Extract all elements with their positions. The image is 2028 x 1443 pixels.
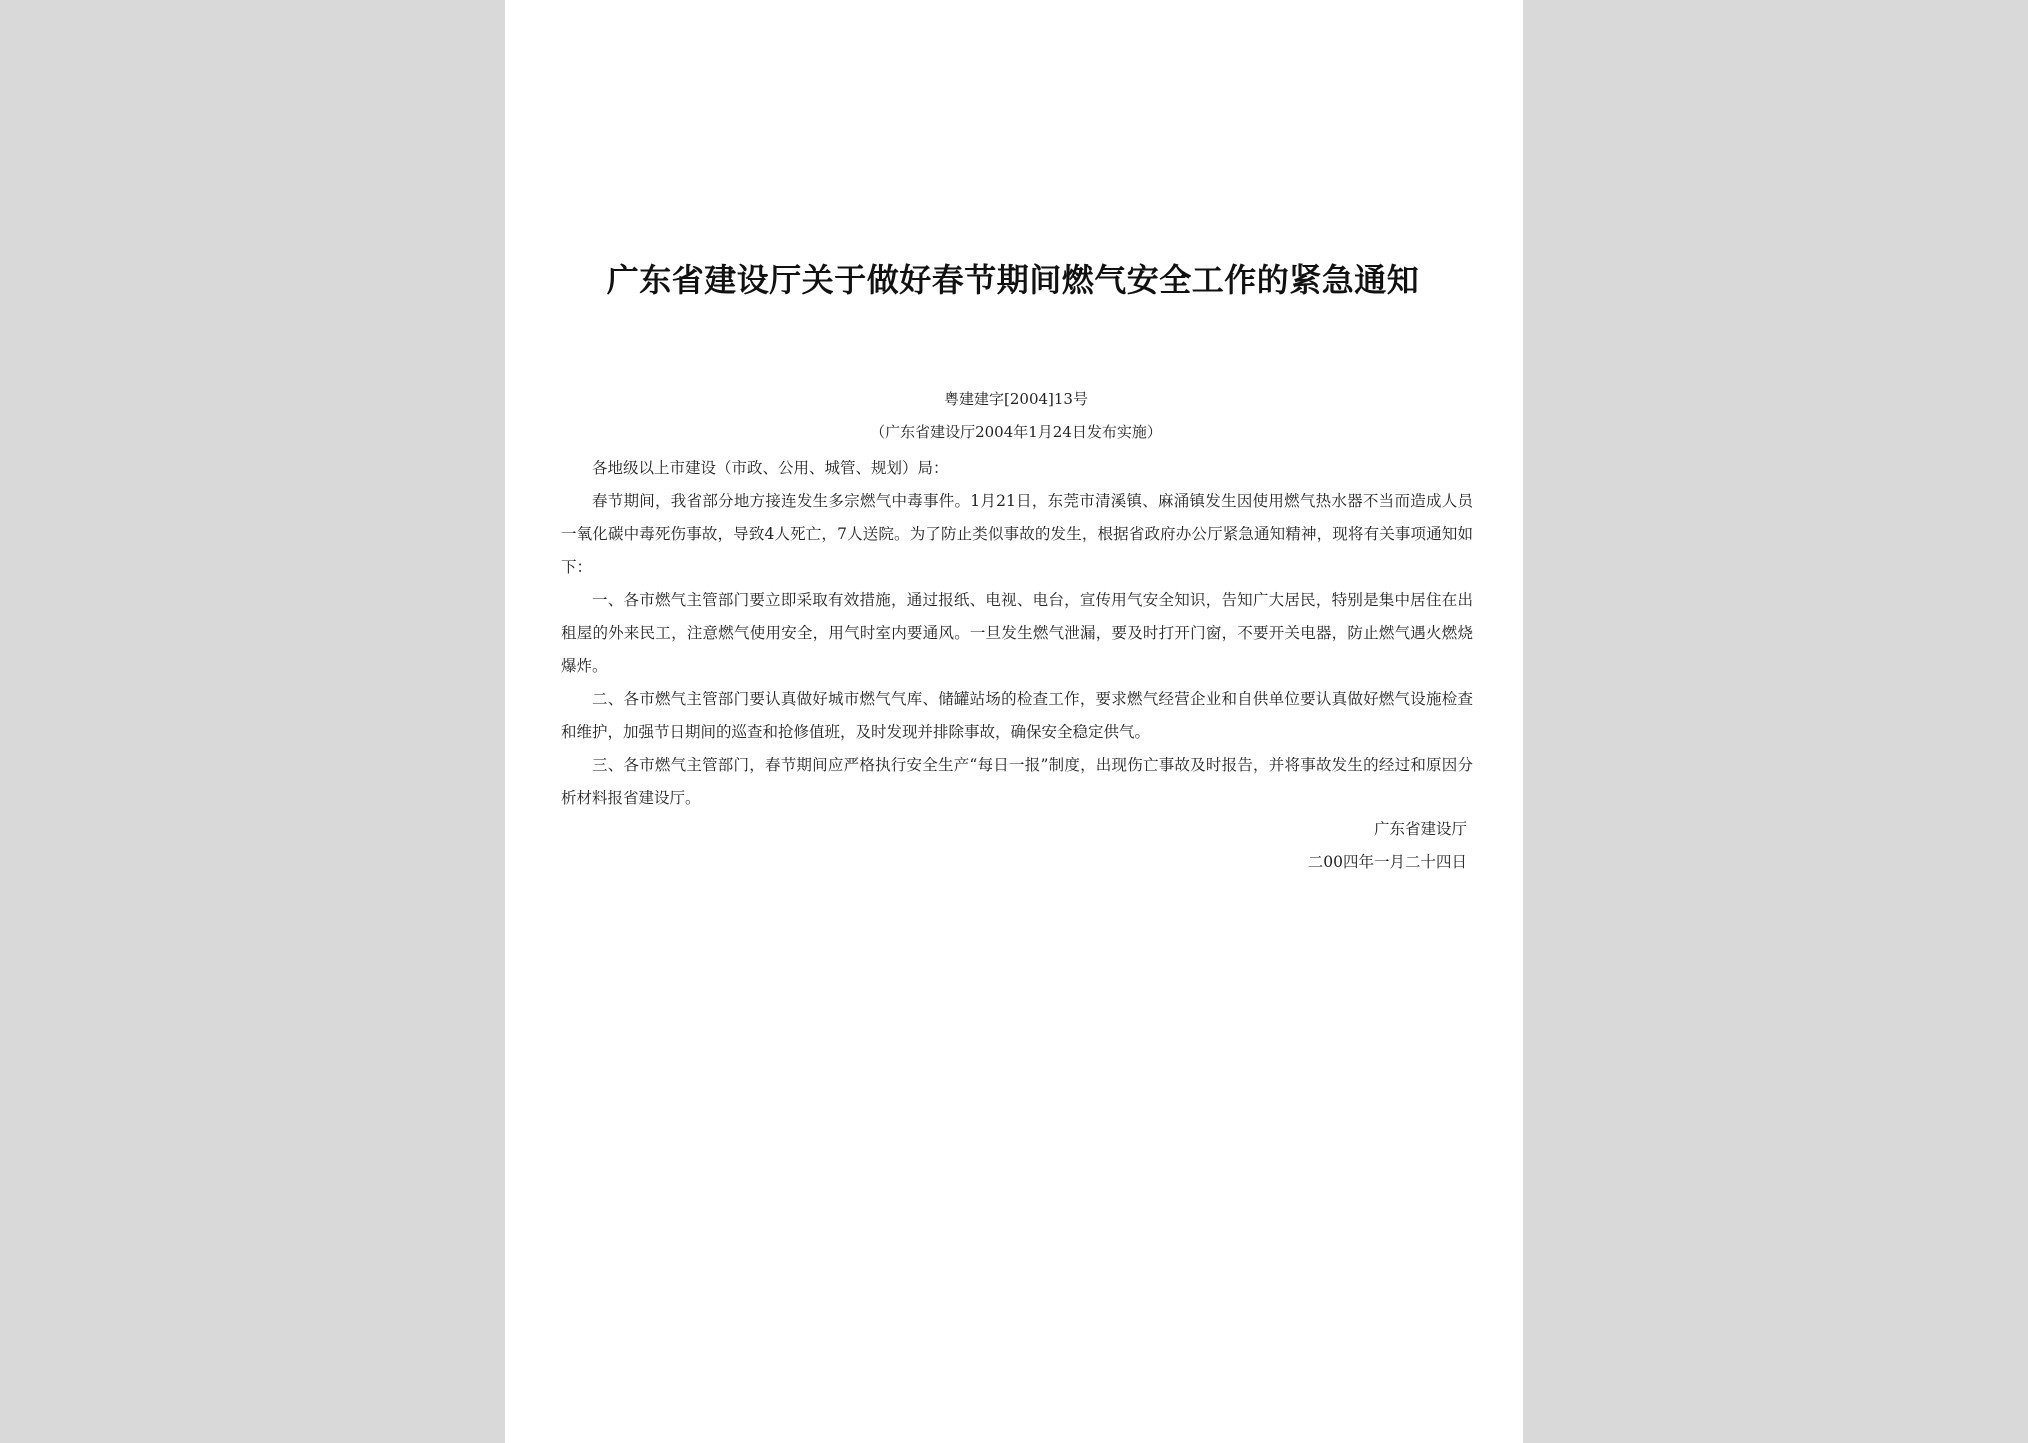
document-page <box>505 0 1523 1443</box>
issued-note: （广东省建设厅2004年1月24日发布实施） <box>870 423 1162 441</box>
paragraph-item-1: 一、各市燃气主管部门要立即采取有效措施，通过报纸、电视、电台，宣传用气安全知识，告知广大居民，特别是集中居住在出租屋的外来民工，注意燃气使用安全，用气时室内要通风。一旦发生燃气泄漏，要及时打开门窗，不要开关电器，防止燃气遇火燃烧爆炸。 <box>561 591 1473 675</box>
paragraph-intro: 春节期间，我省部分地方接连发生多宗燃气中毒事件。1月21日，东莞市清溪镇、麻涌镇发生因使用燃气热水器不当而造成人员一氧化碳中毒死伤事故，导致4人死亡，7人送院。为了防止类似事故的发生，根据省政府办公厅紧急通知精神，现将有关事项通知如下： <box>561 492 1473 576</box>
paragraph-item-3: 三、各市燃气主管部门，春节期间应严格执行安全生产“每日一报”制度，出现伤亡事故及时报告，并将事故发生的经过和原因分析材料报省建设厅。 <box>561 756 1473 807</box>
paragraph-item-2: 二、各市燃气主管部门要认真做好城市燃气气库、储罐站场的检查工作，要求燃气经营企业和自供单位要认真做好燃气设施检查和维护，加强节日期间的巡查和抢修值班，及时发现并排除事故，确保安全稳定供气。 <box>561 690 1473 741</box>
document-date: 二00四年一月二十四日 <box>1307 853 1467 871</box>
signature-block <box>1308 813 1467 879</box>
document-title: 广东省建设厅关于做好春节期间燃气安全工作的紧急通知 <box>606 261 1420 299</box>
document-number: 粤建建字[2004]13号 <box>944 390 1088 408</box>
signatory: 广东省建设厅 <box>1373 820 1467 838</box>
document-body <box>561 452 1473 815</box>
salutation: 各地级以上市建设（市政、公用、城管、规划）局： <box>592 459 949 477</box>
